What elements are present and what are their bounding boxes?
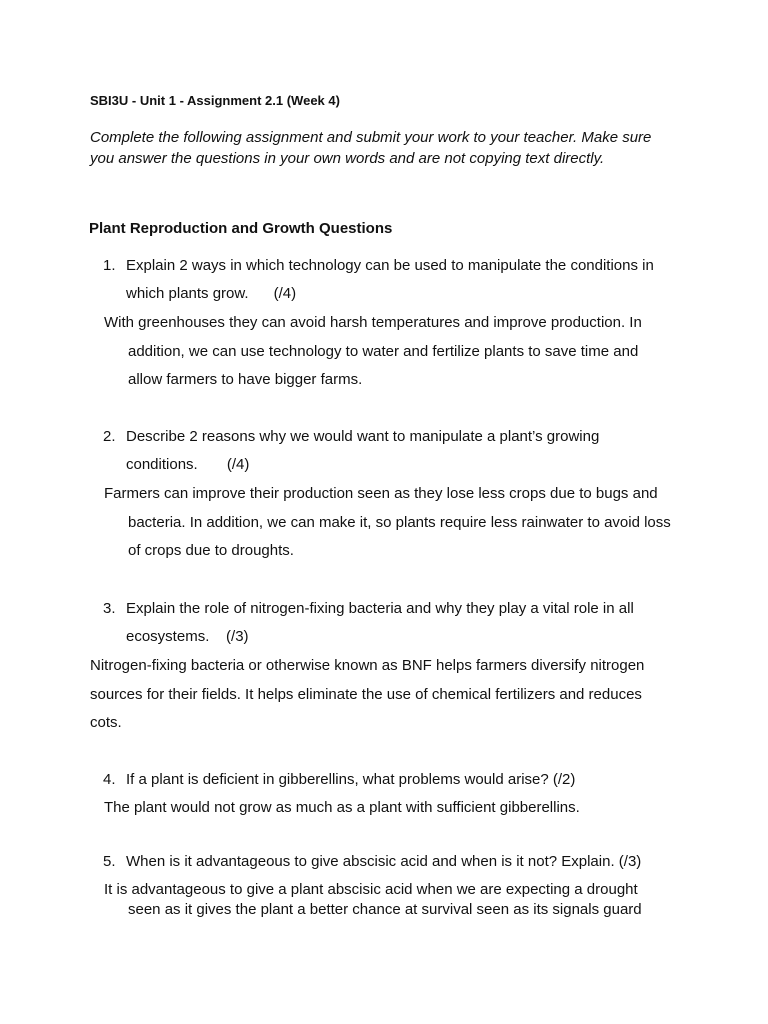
- question-number: 1.: [103, 257, 116, 274]
- question-3: [103, 595, 663, 652]
- question-5: [103, 848, 663, 876]
- document-header: SBI3U - Unit 1 - Assignment 2.1 (Week 4): [90, 93, 340, 108]
- question-number: 4.: [103, 771, 116, 788]
- question-number: 3.: [103, 600, 116, 617]
- answer-1: With greenhouses they can avoid harsh temperatures and improve production. In addition, we can use technology to water and fertilize plants to save time and allow farmers to have bigger farms.: [104, 314, 642, 389]
- answer-4: The plant would not grow as much as a plant with sufficient gibberellins.: [104, 799, 580, 816]
- answer-3: Nitrogen-fixing bacteria or otherwise known as BNF helps farmers diversify nitrogen sources for their fields. It helps eliminate the use of chemical fertilizers and reduces cots.: [90, 657, 645, 732]
- question-2: [103, 423, 663, 480]
- question-1: [103, 252, 663, 309]
- question-text: Explain 2 ways in which technology can be used to manipulate the conditions in which plants grow. (/4): [126, 257, 654, 303]
- question-text: When is it advantageous to give abscisic acid and when is it not? Explain. (/3): [126, 853, 642, 870]
- question-number: 5.: [103, 853, 116, 870]
- section-title: Plant Reproduction and Growth Questions: [89, 220, 393, 237]
- answer-2: Farmers can improve their production seen as they lose less crops due to bugs and bacteria. In addition, we can make it, so plants require less rainwater to avoid loss of crops due to droughts.: [104, 485, 671, 560]
- question-4: [103, 766, 663, 794]
- question-text: Describe 2 reasons why we would want to manipulate a plant’s growing conditions. (/4): [126, 428, 600, 474]
- answer-5: It is advantageous to give a plant abscisic acid when we are expecting a drought seen as it gives the plant a better chance at survival seen as its signals guard: [104, 881, 642, 918]
- question-text: Explain the role of nitrogen-fixing bacteria and why they play a vital role in all ecosystems. (/3): [126, 600, 634, 646]
- question-text: If a plant is deficient in gibberellins, what problems would arise? (/2): [126, 771, 576, 788]
- assignment-instructions: Complete the following assignment and submit your work to your teacher. Make sure you answer the questions in your own words and are not copying text directly.: [90, 129, 652, 167]
- question-number: 2.: [103, 428, 116, 445]
